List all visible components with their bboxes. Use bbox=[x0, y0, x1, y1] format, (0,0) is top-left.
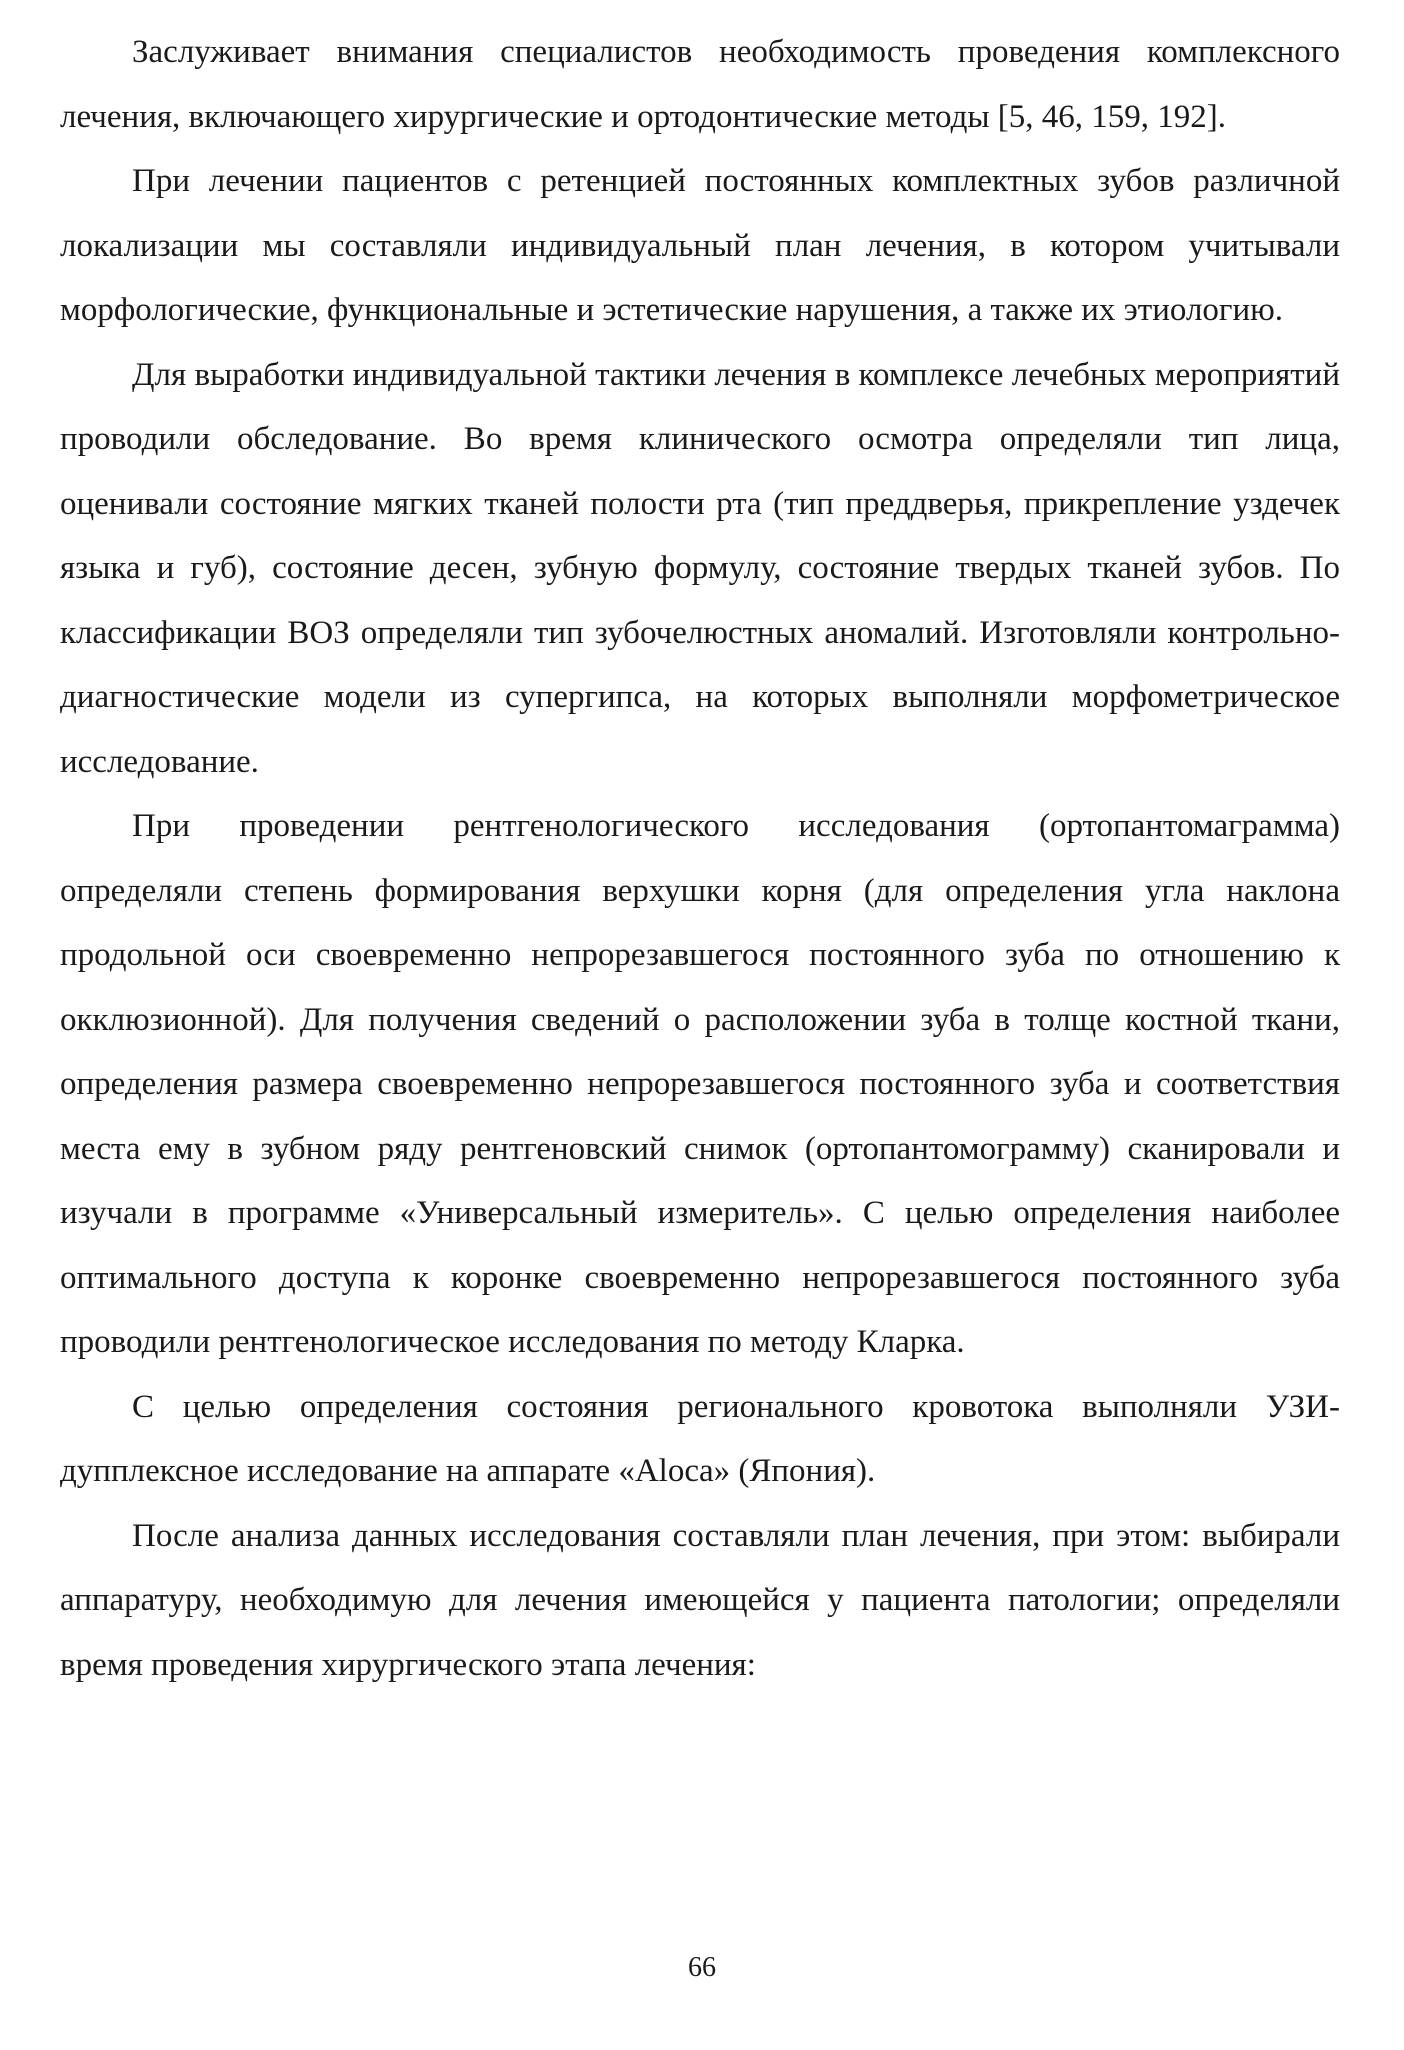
page-number: 66 bbox=[688, 1952, 716, 1983]
document-body bbox=[60, 20, 1340, 1697]
paragraph-3: Для выработки индивидуальной тактики лечения в комплексе лечебных мероприятий проводили обследование. Во время клинического осмотра определяли тип лица, оценивали состояние мягких тканей полости рта (тип преддверья, прикрепление уздечек языка и губ), состояние десен, зубную формулу, состояние твердых тканей зубов. По классификации ВОЗ определяли тип зубочелюстных аномалий. Изготовляли контрольно-диагностические модели из супергипса, на которых выполняли морфометрическое исследование. bbox=[60, 356, 1340, 780]
paragraph-1: Заслуживает внимания специалистов необходимость проведения комплексного лечения, включающего хирургические и ортодонтические методы [5, 46, 159, 192]. bbox=[60, 34, 1340, 135]
paragraph-4: При проведении рентгенологического исследования (ортопантомаграмма) определяли степень формирования верхушки корня (для определения угла наклона продольной оси своевременно непрорезавшегося постоянного зуба по отношению к окклюзионной). Для получения сведений о расположении зуба в толще костной ткани, определения размера своевременно непрорезавшегося постоянного зуба и соответствия места ему в зубном ряду рентгеновский снимок (ортопантомограмму) сканировали и изучали в программе «Универсальный измеритель». С целью определения наиболее оптимального доступа к коронке своевременно непрорезавшегося постоянного зуба проводили рентгенологическое исследования по методу Кларка. bbox=[60, 808, 1340, 1360]
paragraph-2: При лечении пациентов с ретенцией постоянных комплектных зубов различной локализации мы составляли индивидуальный план лечения, в котором учитывали морфологические, функциональные и эстетические нарушения, а также их этиологию. bbox=[60, 163, 1340, 328]
paragraph-6: После анализа данных исследования составляли план лечения, при этом: выбирали аппаратуру, необходимую для лечения имеющейся у пациента патологии; определяли время проведения хирургического этапа лечения: bbox=[60, 1517, 1340, 1683]
paragraph-5: С целью определения состояния регионального кровотока выполняли УЗИ-дупплексное исследование на аппарате «Aloca» (Япония). bbox=[60, 1388, 1340, 1489]
